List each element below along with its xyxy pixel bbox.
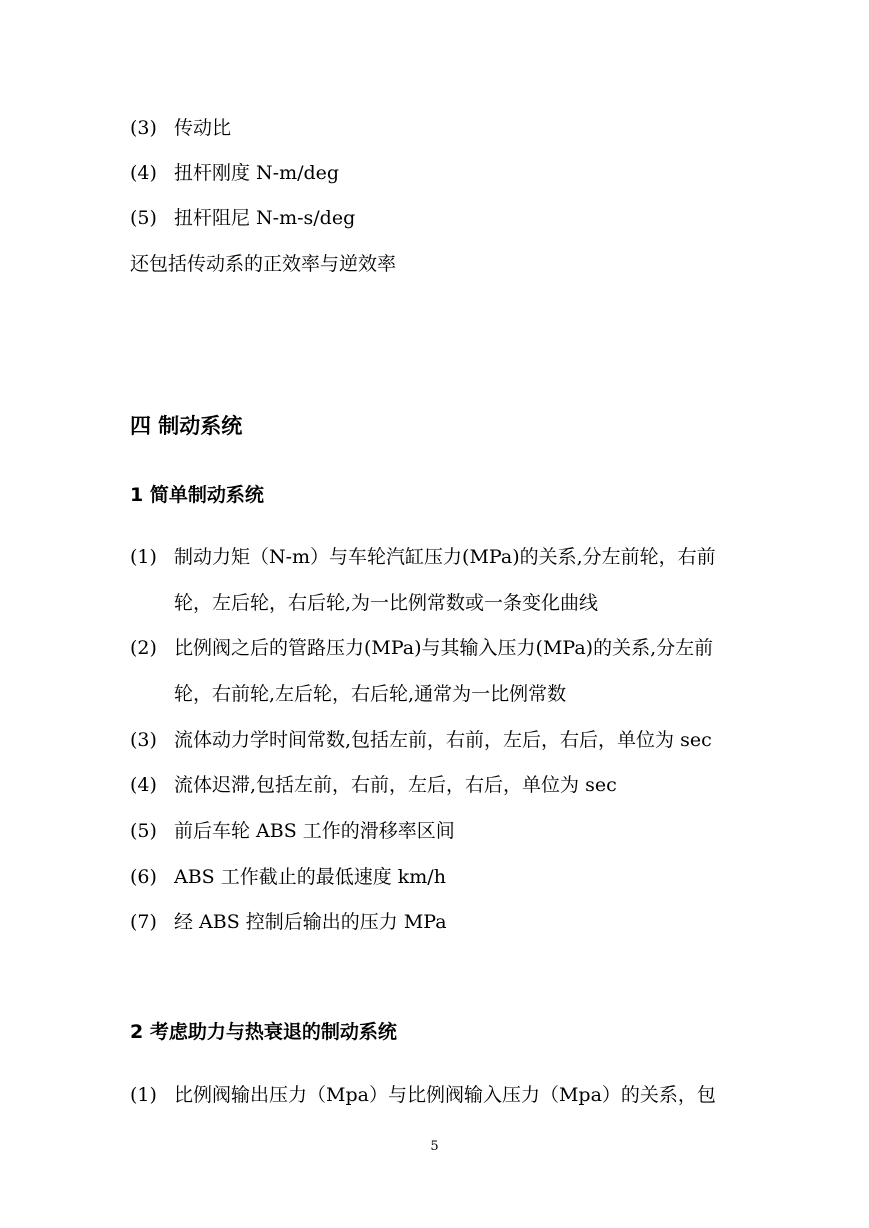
list-item	[130, 1083, 716, 1107]
item-number: (3)	[130, 117, 157, 139]
item-number: (2)	[130, 637, 157, 659]
item-number: (6)	[130, 866, 157, 888]
list-item	[130, 206, 355, 230]
item-text: 扭杆阻尼 N-m-s/deg	[174, 207, 356, 229]
item-number: (1)	[130, 1084, 157, 1106]
subsection-heading: 2 考虑助力与热衰退的制动系统	[130, 1021, 397, 1043]
list-item	[130, 728, 712, 752]
item-number: (5)	[130, 820, 157, 842]
paragraph-note: 还包括传动系的正效率与逆效率	[130, 253, 397, 275]
item-number: (3)	[130, 729, 157, 751]
list-item	[130, 773, 617, 797]
subsection-heading: 1 简单制动系统	[130, 484, 264, 506]
list-item	[130, 910, 447, 934]
item-text: 扭杆刚度 N-m/deg	[174, 162, 340, 184]
item-number: (7)	[130, 911, 157, 933]
list-item	[130, 116, 231, 140]
item-text: 比例阀之后的管路压力(MPa)与其输入压力(MPa)的关系,分左前	[174, 637, 714, 659]
item-text: 流体迟滞,包括左前，右前，左后，右后，单位为 sec	[174, 774, 617, 796]
item-text: 传动比	[174, 117, 232, 139]
item-text: 流体动力学时间常数,包括左前，右前，左后，右后，单位为 sec	[174, 729, 712, 751]
item-text: ABS 工作截止的最低速度 km/h	[174, 866, 446, 888]
list-item	[130, 545, 716, 569]
item-text-continuation: 轮，左后轮，右后轮,为一比例常数或一条变化曲线	[174, 592, 599, 614]
list-item	[130, 865, 446, 889]
item-number: (4)	[130, 774, 157, 796]
item-text: 前后车轮 ABS 工作的滑移率区间	[174, 820, 455, 842]
page-number: 5	[430, 1139, 439, 1154]
item-text-continuation: 轮，右前轮,左后轮，右后轮,通常为一比例常数	[174, 683, 567, 705]
item-number: (4)	[130, 162, 157, 184]
item-text: 经 ABS 控制后输出的压力 MPa	[174, 911, 447, 933]
list-item	[130, 636, 713, 660]
item-text: 制动力矩（N-m）与车轮汽缸压力(MPa)的关系,分左前轮，右前	[174, 546, 716, 568]
item-number: (1)	[130, 546, 157, 568]
section-heading: 四 制动系统	[130, 414, 243, 438]
item-text: 比例阀输出压力（Mpa）与比例阀输入压力（Mpa）的关系，包	[174, 1084, 716, 1106]
item-number: (5)	[130, 207, 157, 229]
list-item	[130, 161, 339, 185]
list-item	[130, 819, 455, 843]
